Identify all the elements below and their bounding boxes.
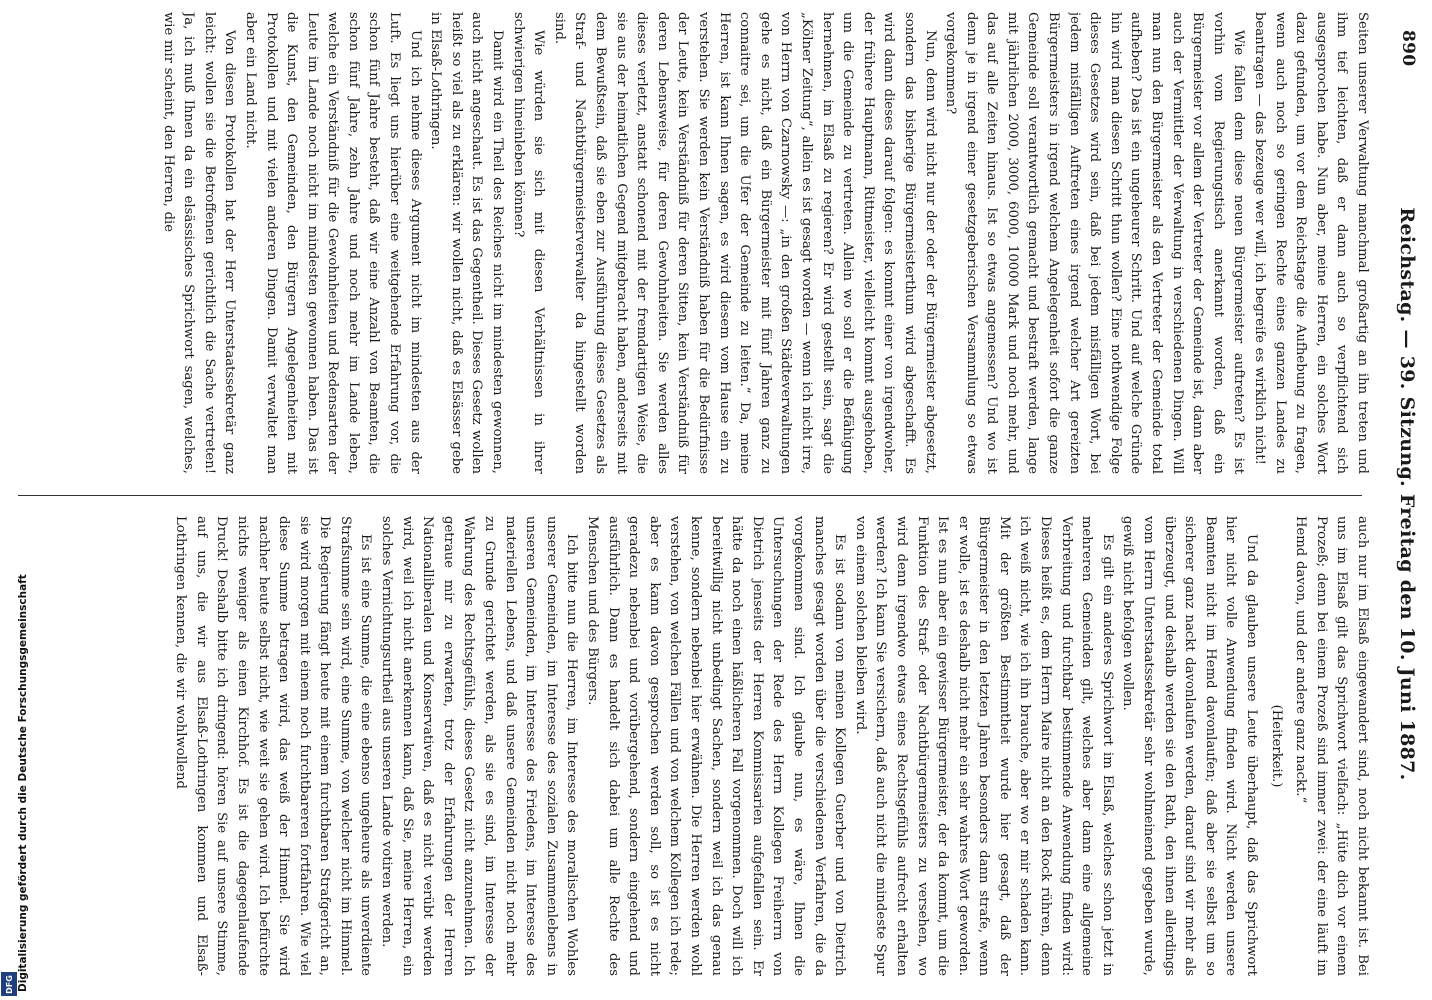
- running-title: Reichstag. — 39. Sitzung. Freitag den 10. Juni 1887.: [1396, 207, 1418, 781]
- page-header: [1390, 30, 1424, 958]
- paragraph: Es gilt ein anderes Sprichwort im Elsaß, welches schon jetzt in mehreren Gemeinden gilt, welches aber dann eine allgemeine Verbreitung und furchtbar bestimmende Anwendung finden wird: Dieses heißt es, dem Herrn Maire nicht an den Rock rühren, denn ich weiß nicht, wie ich ihn brauche, aber wo er mir schaden kann. Mit der größten Bestimmtheit wurde hier gesagt, daß der Bürgermeister in den letzten Jahren besonders dann strafe, wenn er wolle, ist es deshalb nicht mehr ein sehr wahres Wort geworden. Ist es nun aber ein gewisser Bürgermeister, der da kommt, um die Funktion des Straf- oder Nachtbürgermeisters zu versehen, wo wird denn irgendwo etwas eines Rechtsgefühls aufrecht erhalten werden? Ich kann Sie versichern, daß auch nicht die mindeste Spur von einem solchen bleiben wird.: [852, 516, 1115, 976]
- digitization-note: Digitalisierung gefördert durch die Deutsche Forschungsgemeinschaft: [17, 574, 29, 992]
- interjection: (Heiterkeit.): [1268, 704, 1284, 788]
- text-column-left: [8, 12, 1372, 474]
- paragraph: Nun, denn wird nicht nur der oder der Bürgermeister abgesetzt, sondern das bisherige Bürgermeisterthum wird abgeschafft. Es wird dann dieses darauf folgen: es kommt einer von irgendwoher, der frühere Hauptmann, Rittmeister, vielleicht kommt ausgehoben, um die Gemeinde zu vertreten. Allein wo soll er die Befähigung hernehmen, im Elsaß zu regieren? Er wird gestellt sein, sagt die „Kölner Zeitung“, allein es ist gesagt worden — wenn ich nicht irre, von Herrn von Czarnowsky —: „in den großen Städteverwaltungen gehe es nicht, daß ein Bürgermeister mit fünf Jahren ganz zu connaitre sei, um die Ufer der Gemeinde zu leiten.“ Da, meine Herren, ist kann Ihnen sagen, es wird diesem vom Hause ein zu verstehen. Sie werden kein Verständniß haben für die Bedürfnisse der Leute, kein Verständniß für deren Sitten, kein Verständniß für deren Lebensweise, für deren Gewohnheiten. Sie werden alles dieses verletzt, anstatt schonend mit der fremdartigen Weise, die sie aus der heimatlichen Gegend mitgebracht haben, anderseits mit dem Bewußtsein, daß sie eben zur Ausführung dieses Gesetzes als Straf- und Nachtbürgermeisterverwalter da hingestellt worden sind.: [551, 12, 938, 474]
- paragraph: Von diesen Protokollen hat der Herr Unterstaatssekretär ganz leicht: wollen sie die Betroffenen gerichtlich die Sache vertreten! Ja, ich muß Ihnen da ein elsässisches Sprichwort sagen, welches, wie mir scheint, den Herren, die: [160, 12, 238, 474]
- paragraph: Es ist eine Summe, die eine ebenso ungeheure als unverdiente Strafsumme sein wird, eine Summe, von welcher nicht im Himmel. Die Regierung fängt heute mit einem furchtbaren Strafgericht an, sie wird morgen mit einem noch furchtbareren fortfahren. Wie viel diese Summe betragen wird, das weiß der Himmel. Sie wird nachher heute selbst nicht, wie weit sie gehen wird. Ich befürchte nichts weniger als einen Kirchhof. Es ist die dagegenlaufende Druck! Deshalb bitte ich dringend: hören Sie auf unsere Stimme, auf uns, die wir aus Elsaß-Lothringen kommen und Elsaß-Lothringen kennen, die wir wohlwollend: [173, 516, 374, 976]
- dfg-logo-text: DFG: [4, 974, 14, 994]
- paragraph: Damit wird ein Theil des Reiches nicht im mindesten gewonnen, auch nicht angeschaut. Es ist das Gegentheil. Dieses Gesetz wollen heißt so viel als zu erklären: wir wollen nicht, daß es Elsässer gebe in Elsaß-Lothringen.: [428, 12, 506, 474]
- paragraph: Seiten unserer Verwaltung manchmal großartig an ihn treten und ihm tief leichten, daß er dann auch so verpflichtend sich ausgesprochen habe. Nun aber, meine Herren, ein solches Wort dazu gefunden, um vor dem Reichstage die Aufhebung zu fragen, wenn auch noch so geringen Rechte eines ganzen Landes zu beantragen — das bezeuge wer will, ich begreife es wirklich nicht!: [1252, 12, 1370, 474]
- paragraph: Wie fallen dem diese neuen Bürgermeister auftreten? Es ist vorhin vom Regierungstisch anerkannt worden, daß ein Bürgermeister vor allem der Vertreter der Gemeinde ist, dann aber auch der Vermittler der Verwaltung in verschiedenen Dingen. Will man nun den Bürgermeister als den Vertreter der Gemeinde total aufheben? Das ist ein ungeheurer Schritt. Und auf welche Gründe hin wird man diesen Schritt thun wollen? Eine nothwendige Folge dieses Gesetzes wird sein, daß bei jedem misfälligen Wort, bei jedem misfälligen Auftreten eines irgend welcher Art gereizten Bürgermeisters in irgend welchem Angelegenheit sofort die ganze Gemeinde soll verantwortlich gemacht und bestraft werden, lange mit jährlichen 2000, 3000, 6000, 10000 Mark und noch mehr, und das auf alle Zeiten hinaus. Ist so etwas angemessen? Und wo ist denn je in irgend einer gesetzgeberischen Versammlung so etwas vorgekommen?: [943, 12, 1247, 474]
- paragraph: Wie würden sie sich mit diesen Verhältnissen in ihrer schwierigen hineinleben können?: [510, 12, 547, 474]
- column-divider: [12, 495, 1362, 496]
- paragraph: Und da glauben unsere Leute überhaupt, daß das Sprichwort hier nicht volle Anwendung finden wird. Nicht werden unsere Beamten nicht im Hemd davonlaufen; daß aber sie selbst um so sicherer ganz nackt davonlaufen werden, darauf sind wir mehr als überzeugt, und deshalb werden sie den Rath, den ihnen allerdings vom Herrn Unterstaatssekretär sehr wohlmeinend gegeben wurde, gewiß nicht befolgen wollen.: [1120, 516, 1260, 976]
- paragraph: Es ist sodann von meinen Kollegen Guerber und von Dietrich manches gesagt worden über die verschiedenen Verfahren, die da vorgekommen sind. Ich glaube nun, es wäre, Ihnen die Untersuchungen der Rede des Herrn Kollegen Freiherrn von Dietrich jenseits der Herren Kommissarien aufgefallen sein. Er hätte da noch einen häßlicheren Fall vorgenommen. Doch will ich bereitwillig nicht unbedingt Sachen, sondern weil ich das genau kenne, sondern nebenbei hier erwähnen. Die Herren werden wohl verstehen, von welchen Fällen und von welchem Kollegen ich rede; aber es kann davon gesprochen werden soll, so ist es nicht geradezu nebenbei und vorübergehend, sondern eingehend und ausführlich. Dann es handelt sich dabei um alle Rechte des Menschen und des Bürgers.: [585, 516, 848, 976]
- page-number: 890: [1398, 30, 1418, 67]
- dfg-logo: [1, 972, 17, 996]
- paragraph: Und ich nehme dieses Argument nicht im mindesten aus der Luft. Es liegt uns hierüber eine weitgehende Erfahrung vor, die schon fünf Jahre besteht, daß wir eine Anzahl von Beamten, die schon fünf Jahre, zehn Jahre und noch mehr im Lande leben, welche ein Verständniß für die Gewohnheiten und Redensarten der Leute im Lande noch nicht im mindesten gewonnen haben. Das ist die Kunst, den Gemeinden, den Bürgern Angelegenheiten mit Protokollen und mit vielen anderen Dingen. Damit verwaltet man aber ein Land nicht.: [242, 12, 423, 474]
- paragraph: auch nur im Elsaß eingewandert sind, noch nicht bekannt ist. Bei uns im Elsaß gilt das Sprichwort vielfach: „Hüte dich vor einem Prozeß; denn bei einem Prozeß sind immer zwei: der eine läuft im Hemd davon, und der andere ganz nackt.“: [1293, 516, 1370, 976]
- digitization-strip: [0, 0, 29, 1000]
- text-column-right: [8, 516, 1372, 976]
- paragraph: Ich bitte nun die Herren, im Interesse des moralischen Wohles unserer Gemeinden, im Interesse des sozialen Zusammenlebens in unseren Gemeinden, im Interesse des Friedens, im Interesse des materiellen Lebens, und daß unsere Gemeinden nicht noch mehr zu Grunde gerichtet werden, als sie es sind, im Interesse der Wahrung des Rechtsgefühls, dieses Gesetz nicht anzunehmen. Ich getraue mir zu erwarten, trotz der Erfahrungen der Herren Nationalliberalen und Konservativen, daß es nicht verübt werden wird, weil ich nicht anerkennen kann, daß Sie, meine Herren, ein solches Vernichtungsurtheil aus unseren Lande votiren werden.: [379, 516, 580, 976]
